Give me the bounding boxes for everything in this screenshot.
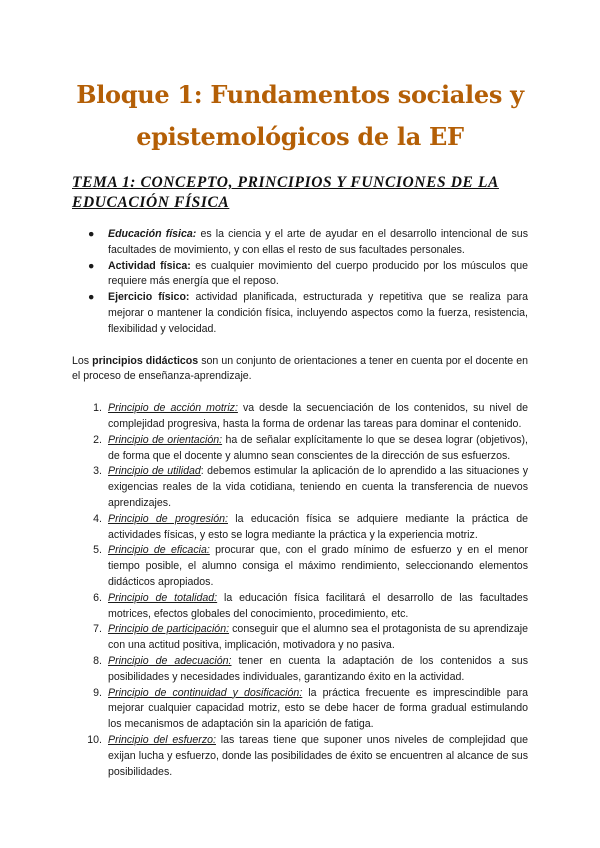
definitions-list — [72, 227, 528, 338]
item-number: 3. — [93, 465, 102, 478]
item-number: 6. — [93, 591, 102, 604]
item-number: 10. — [87, 733, 102, 746]
principles-list — [72, 401, 528, 780]
item-number: 4. — [93, 512, 102, 525]
principle-item — [93, 464, 528, 511]
bullet-icon: ● — [88, 228, 95, 240]
intro-text: son un conjunto de orientaciones a tener en cuenta por el docente en el proceso de enseñanza-aprendizaje. — [72, 354, 528, 383]
principle-item — [93, 512, 529, 544]
principle-text: ha de señalar explícitamente lo que se desea lograr (objetivos), de forma que el docente y alumno sean conscientes de la dirección de sus esfuerzos. — [108, 433, 528, 462]
document-page — [72, 74, 528, 780]
principle-name: Principio de orientación: — [108, 433, 223, 446]
principle-item — [93, 686, 529, 733]
intro-bold-term: principios didácticos — [92, 354, 199, 367]
item-number: 5. — [93, 544, 102, 557]
principle-text: conseguir que el alumno sea el protagonista de su aprendizaje con una actitud positiva, implicación, motivadora y no pasiva. — [108, 623, 528, 652]
principle-item — [93, 401, 528, 433]
principle-name: Principio de progresión: — [108, 512, 228, 525]
principle-name: Principio del esfuerzo: — [108, 733, 216, 746]
definition-text: es la ciencia y el arte de ayudar en el desarrollo intencional de sus facultades de movimiento, y con ellas el resto de sus facultades personales. — [108, 228, 528, 256]
principle-name: Principio de eficacia: — [108, 544, 210, 557]
page-title — [72, 74, 528, 158]
principle-name: Principio de acción motriz: — [108, 402, 238, 415]
definition-item — [88, 290, 529, 337]
bullet-icon: ● — [88, 291, 95, 304]
item-number: 8. — [93, 654, 102, 667]
definition-term: Ejercicio físico: — [108, 291, 190, 304]
principle-item — [93, 591, 528, 623]
definition-text: es cualquier movimiento del cuerpo producido por los músculos que requiere más energía que el reposo. — [108, 259, 528, 288]
definition-text: actividad planificada, estructurada y repetitiva que se realiza para mejorar o mantener la condición física, incluyendo aspectos como la fuerza, resistencia, flexibilidad y velocidad. — [108, 291, 529, 335]
principle-item — [93, 543, 528, 590]
principle-text: procurar que, con el grado mínimo de esfuerzo y en el menor tiempo posible, el alumno consiga el máximo rendimiento, seleccionando elementos didácticos apropiados. — [108, 544, 528, 588]
item-number: 9. — [93, 686, 102, 699]
item-number: 1. — [93, 402, 102, 415]
definition-item — [88, 227, 528, 259]
title-line-2: epistemológicos de la EF — [136, 122, 464, 151]
title-line-1: Bloque 1: Fundamentos sociales y — [76, 80, 524, 109]
definition-term: Actividad física: — [108, 259, 191, 272]
principle-item — [93, 622, 528, 654]
principle-item — [93, 433, 528, 465]
principle-name: Principio de continuidad y dosificación: — [108, 686, 303, 699]
principle-item — [93, 654, 528, 686]
section-heading: TEMA 1: CONCEPTO, PRINCIPIOS Y FUNCIONES DE LA EDUCACIÓN FÍSICA — [72, 174, 499, 211]
principle-item — [87, 733, 528, 780]
intro-text: Los — [72, 354, 93, 367]
principle-text: la educación física se adquiere mediante la práctica de actividades físicas, y esto se logra mediante la práctica y la experiencia motriz. — [108, 512, 529, 541]
principle-name: Principio de utilidad — [108, 465, 201, 478]
principle-text: la educación física facilitará el desarrollo de las facultades motrices, efectos globales del conocimiento, procedimiento, etc. — [108, 591, 528, 620]
intro-paragraph — [72, 354, 528, 386]
principle-text: las tareas tiene que suponer unos niveles de complejidad que exijan lucha y esfuerzo, donde las posibilidades de éxito se encuentren al alcance de sus posibilidades. — [108, 733, 528, 778]
item-number: 7. — [93, 623, 102, 636]
definition-term: Educación física: — [108, 228, 197, 240]
item-number: 2. — [93, 433, 102, 446]
principle-text: la práctica frecuente es imprescindible para mejorar cualquier capacidad motriz, esto se debe hacer de forma gradual estimulando los mecanismos de adaptación sin la aparición de fatiga. — [108, 686, 529, 731]
principle-text: va desde la secuenciación de los contenidos, su nivel de complejidad progresiva, hasta la forma de ordenar las tareas para dominar el contenido. — [108, 402, 528, 430]
principle-name: Principio de participación: — [108, 623, 230, 636]
principle-name: Principio de adecuación: — [108, 654, 232, 667]
principle-text: tener en cuenta la adaptación de los contenidos a sus posibilidades y necesidades individuales, garantizando éxito en la actividad. — [108, 654, 528, 683]
bullet-icon: ● — [88, 259, 95, 272]
definition-item — [88, 259, 528, 291]
principle-name: Principio de totalidad: — [108, 591, 218, 604]
principle-text: : debemos estimular la aplicación de lo aprendido a las situaciones y exigencias reales de la vida cotidiana, teniendo en cuenta la transferencia de nuevos aprendizajes. — [108, 465, 528, 509]
